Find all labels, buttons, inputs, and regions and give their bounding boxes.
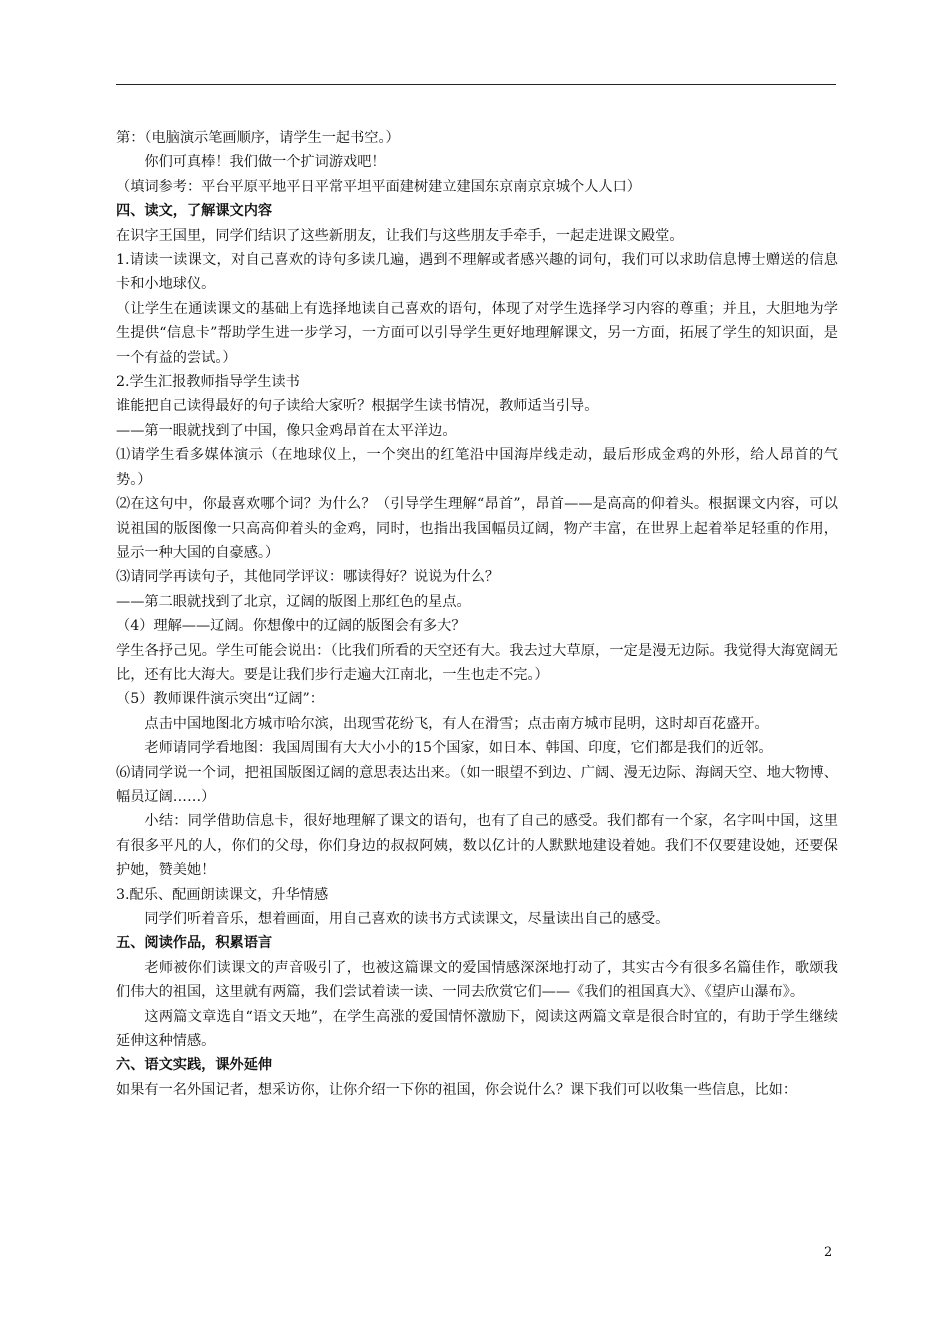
paragraph: 第：（电脑演示笔画顺序，请学生一起书空。）	[116, 130, 400, 146]
paragraph: 小结：同学借助信息卡，很好地理解了课文的语句，也有了自己的感受。我们都有一个家，名字叫中国，这里有很多平凡的人，你们的父母，你们身边的叔叔阿姨，数以亿计的人默默地建设着她。我们不仅要建设她，还要保护她，赞美她！	[116, 813, 838, 879]
paragraph: 2.学生汇报教师指导学生读书	[116, 374, 300, 391]
section-heading: 五、阅读作品，积累语言	[116, 935, 273, 952]
page-number: 2	[824, 1245, 833, 1260]
paragraph: 3.配乐、配画朗读课文，升华情感	[116, 886, 329, 903]
paragraph: 这两篇文章选自“语文天地”，在学生高涨的爱国情怀激励下，阅读这两篇文章是很合时宜的，有助于学生继续延伸这种情感。	[116, 1008, 838, 1050]
paragraph: （5）教师课件演示突出“辽阔”：	[116, 691, 324, 708]
paragraph: （填词参考：平台平原平地平日平常平坦平面建树建立建国东京南京京城个人人口）	[116, 178, 641, 195]
paragraph: 如果有一名外国记者，想采访你，让你介绍一下你的祖国，你会说什么？课下我们可以收集一些信息，比如：	[116, 1081, 798, 1098]
paragraph: ⑶请同学再读句子，其他同学评议：哪读得好？说说为什么？	[116, 569, 500, 586]
paragraph: （4）理解——辽阔。你想像中的辽阔的版图会有多大？	[116, 618, 466, 635]
paragraph: 谁能把自己读得最好的句子读给大家听？根据学生读书情况，教师适当引导。	[116, 398, 599, 415]
paragraph: ——第一眼就找到了中国，像只金鸡昂首在太平洋边。	[116, 422, 457, 439]
paragraph: 老师请同学看地图：我国周围有大大小小的15个国家，如日本、韩国、印度，它们都是我们的近邻。	[144, 740, 773, 757]
paragraph: ——第二眼就找到了北京，辽阔的版图上那红色的星点。	[116, 593, 471, 610]
header-rule	[116, 84, 836, 85]
paragraph: ⑹请同学说一个词，把祖国版图辽阔的意思表达出来。（如一眼望不到边、广阔、漫无边际、海阔天空、地大物博、幅员辽阔……）	[116, 764, 838, 805]
paragraph: （让学生在通读课文的基础上有选择地读自己喜欢的语句，体现了对学生选择学习内容的尊重；并且，大胆地为学生提供“信息卡”帮助学生进一步学习，一方面可以引导学生更好地理解课文，另一方面，拓展了学生的知识面，是一个有益的尝试。）	[116, 300, 838, 366]
paragraph: 老师被你们读课文的声音吸引了，也被这篇课文的爱国情感深深地打动了，其实古今有很多名篇佳作，歌颂我们伟大的祖国，这里就有两篇，我们尝试着读一读、一同去欣赏它们——《我们的祖国真大》、《望庐山瀑布》。	[116, 959, 838, 1001]
paragraph: 学生各抒己见。学生可能会说出：（比我们所看的天空还有大。我去过大草原，一定是漫无边际。我觉得大海宽阔无比，还有比大海大。要是让我们步行走遍大江南北，一生也走不完。）	[116, 642, 838, 683]
paragraph: ⑵在这句中，你最喜欢哪个词？为什么？（引导学生理解“昂首”，昂首——是高高的仰着头。根据课文内容，可以说祖国的版图像一只高高仰着头的金鸡，同时，也指出我国幅员辽阔，物产丰富，在世界上起着举足轻重的作用，显示一种大国的自豪感。）	[116, 496, 838, 561]
paragraph: ⑴请学生看多媒体演示（在地球仪上，一个突出的红笔沿中国海岸线走动，最后形成金鸡的外形，给人昂首的气势。）	[116, 447, 838, 488]
document-body	[116, 126, 838, 1102]
paragraph: 点击中国地图北方城市哈尔滨，出现雪花纷飞，有人在滑雪；点击南方城市昆明，这时却百花盛开。	[144, 715, 769, 732]
section-heading: 四、读文，了解课文内容	[116, 203, 273, 220]
paragraph: 同学们听着音乐，想着画面，用自己喜欢的读书方式读课文，尽量读出自己的感受。	[144, 911, 670, 927]
paragraph: 在识字王国里，同学们结识了这些新朋友，让我们与这些朋友手牵手，一起走进课文殿堂。	[116, 227, 684, 244]
paragraph: 你们可真棒！我们做一个扩词游戏吧！	[144, 154, 386, 171]
paragraph: 1.请读一读课文，对自己喜欢的诗句多读几遍，遇到不理解或者感兴趣的词句，我们可以求助信息博士赠送的信息卡和小地球仪。	[116, 252, 838, 293]
section-heading: 六、语文实践，课外延伸	[116, 1057, 273, 1074]
